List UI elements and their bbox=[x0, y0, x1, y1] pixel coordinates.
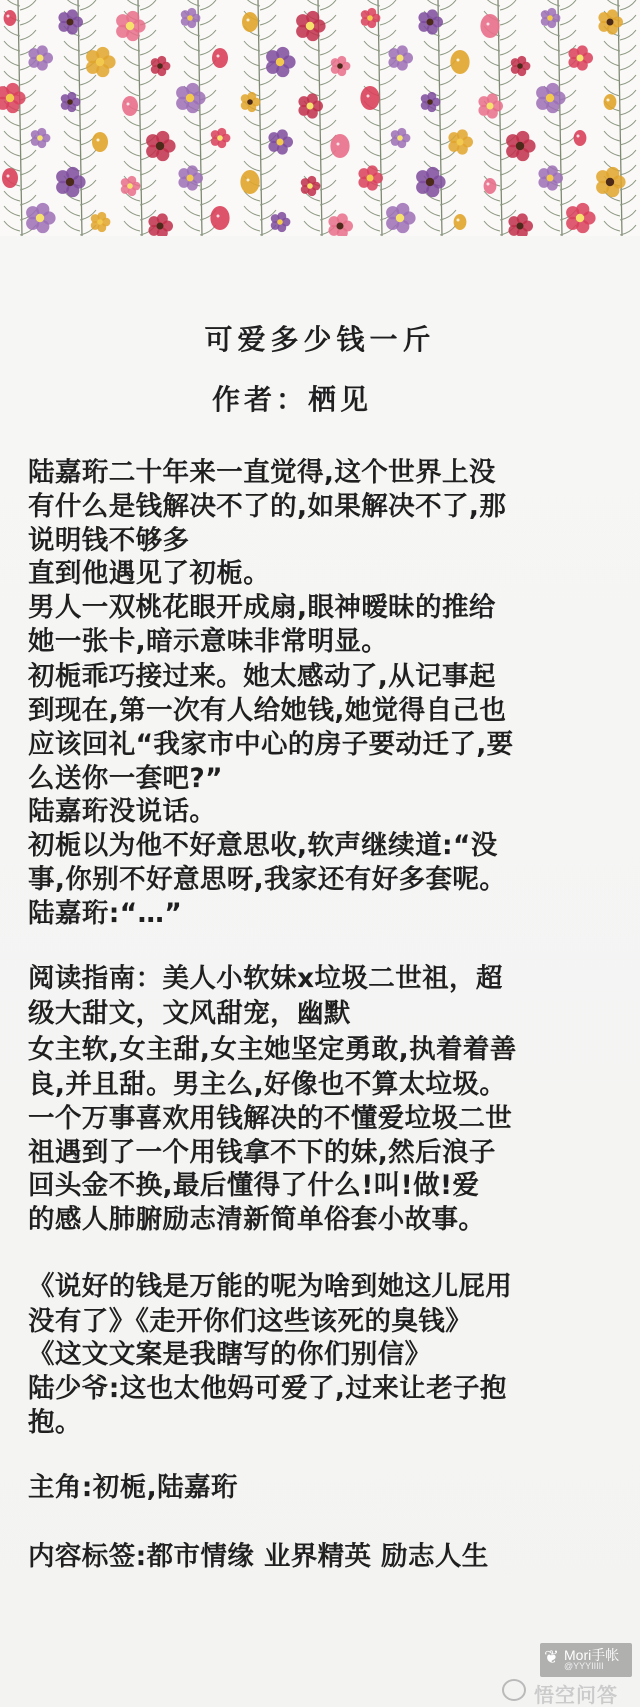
watermark bbox=[490, 1635, 640, 1707]
text-line: 陆嘉珩二十年来一直觉得,这个世界上没 bbox=[28, 457, 496, 488]
floral-pattern-graphic bbox=[0, 0, 640, 236]
laurel-icon: ❦ bbox=[544, 1647, 560, 1668]
text-line: 初栀乖巧接过来。她太感动了,从记事起 bbox=[28, 661, 496, 692]
text-line: 有什么是钱解决不了的,如果解决不了,那 bbox=[28, 491, 507, 522]
text-line: 抱。 bbox=[28, 1407, 82, 1438]
author-line: 作者：栖见 bbox=[212, 383, 373, 416]
text-line: 级大甜文，文风甜宠，幽默 bbox=[28, 998, 351, 1029]
watermark-bottom-text: 悟空问答 bbox=[534, 1683, 618, 1707]
text-line: 祖遇到了一个用钱拿不下的妹,然后浪子 bbox=[28, 1137, 496, 1168]
text-line: 事,你别不好意思呀,我家还有好多套呢。 bbox=[28, 864, 507, 895]
text-line: 陆嘉珩:“…” bbox=[28, 898, 183, 929]
watermark-handle: @YYYIIIII bbox=[564, 1661, 604, 1671]
text-line: 内容标签:都市情缘 业界精英 励志人生 bbox=[28, 1541, 489, 1572]
text-line: 阅读指南：美人小软妹x垃圾二世祖，超 bbox=[28, 963, 503, 994]
text-line: 男人一双桃花眼开成扇,眼神暧昧的推给 bbox=[28, 592, 496, 623]
text-line: 初栀以为他不好意思收,软声继续道:“没 bbox=[28, 830, 498, 861]
text-line: 到现在,第一次有人给她钱,她觉得自己也 bbox=[28, 695, 507, 726]
text-line: 应该回礼“我家市中心的房子要动迁了,要 bbox=[28, 729, 514, 760]
text-line: 陆少爷:这也太他妈可爱了,过来让老子抱 bbox=[28, 1373, 507, 1404]
text-line: 她一张卡,暗示意味非常明显。 bbox=[28, 626, 389, 657]
text-line: 主角:初栀,陆嘉珩 bbox=[28, 1472, 238, 1503]
text-line: 女主软,女主甜,女主她坚定勇敢,执着着善 bbox=[28, 1034, 517, 1065]
story-title: 可爱多少钱一斤 bbox=[204, 323, 436, 356]
text-line: 良,并且甜。男主么,好像也不算太垃圾。 bbox=[28, 1069, 507, 1100]
text-line: 回头金不换,最后懂得了什么!叫!做!爱 bbox=[28, 1170, 480, 1201]
text-line: 陆嘉珩没说话。 bbox=[28, 796, 217, 827]
chat-bubble-icon bbox=[502, 1679, 526, 1701]
text-line: 没有了》《走开你们这些该死的臭钱》 bbox=[28, 1306, 473, 1337]
text-line: 的感人肺腑励志清新简单俗套小故事。 bbox=[28, 1204, 486, 1235]
watermark-bottom bbox=[502, 1679, 634, 1707]
text-line: 《这文文案是我瞎写的你们别信》 bbox=[28, 1339, 432, 1370]
text-line: 直到他遇见了初栀。 bbox=[28, 558, 271, 589]
text-line: 《说好的钱是万能的呢为啥到她这儿屁用 bbox=[28, 1271, 513, 1302]
text-line: 么送你一套吧?” bbox=[28, 763, 223, 794]
text-line: 一个万事喜欢用钱解决的不懂爱垃圾二世 bbox=[28, 1103, 513, 1134]
text-line: 说明钱不够多 bbox=[28, 525, 190, 556]
watermark-name: Mori手帐 bbox=[564, 1647, 620, 1663]
watermark-badge bbox=[540, 1643, 632, 1677]
floral-banner bbox=[0, 0, 640, 236]
